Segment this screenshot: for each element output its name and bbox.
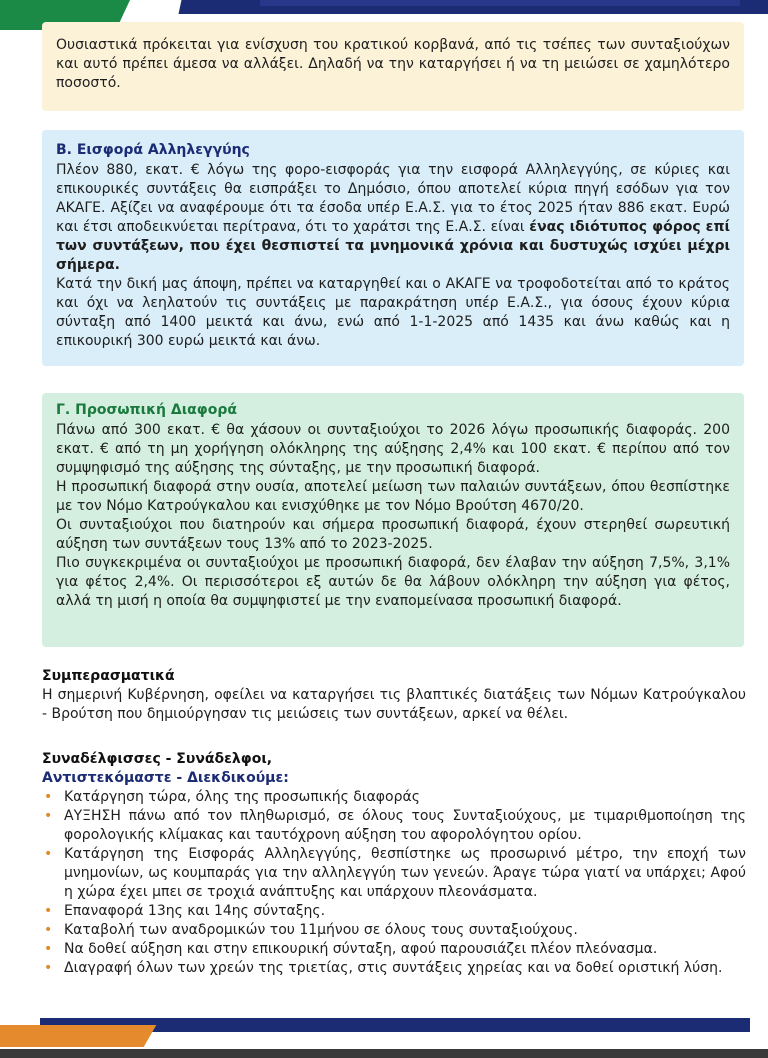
bullet-icon: • [44,789,53,805]
solidarity-p1-bold: ένας ιδιότυπος φόρος επί των συντάξεων, που έχει θεσπιστεί τα μνημονικά χρόνια και δυστυχώς ισχύει μέχρι σήμερα. [56,219,730,273]
list-item [42,940,746,959]
demands-list [42,788,746,978]
bullet-icon: • [44,960,53,976]
list-item-text: Κατάργηση της Εισφοράς Αλληλεγγύης, θεσπίστηκε ως προσωρινό μέτρο, την εποχή των μνημονίων, ως κουμπαράς για την αλληλεγγύη των γενεών. Άραγε τώρα γιατί να υπάρχει; Αφού η χώρα έχει μπει σε τροχιά ανάπτυξης και υπάρχουν πλεονάσματα. [64,846,746,900]
intro-box [42,22,744,111]
personal-difference-paragraph-3: Οι συνταξιούχοι που διατηρούν και σήμερα προσωπική διαφορά, έχουν στερηθεί σωρευτική αύξηση των συντάξεων τους 13% από το 2023-2025. [56,517,730,552]
solidarity-p1-text: Πλέον 880, εκατ. € λόγω της φορο-εισφοράς για την εισφορά Αλληλεγγύης, σε κύριες και επικουρικές συντάξεις θα εισπράξει το Δημόσιο, όπου αποτελεί κύρια πηγή εσόδων για τον ΑΚΑΓΕ. Αξίζει να αναφέρουμε ότι τα έσοδα υπέρ Ε.Α.Σ. για το έτος 2025 ήταν 886 εκατ. Ευρώ και έτσι αποδεικνύεται περίτρανα, ότι το χαράτσι της Ε.Α.Σ. είναι [56,162,730,235]
demands-section [42,750,746,978]
list-item [42,845,746,902]
list-item-text: Κατάργηση τώρα, όλης της προσωπικής διαφοράς [64,789,420,805]
solidarity-contribution-box [42,130,744,366]
personal-difference-heading: Γ. Προσωπική Διαφορά [56,402,237,418]
bottom-decorative-stripe [0,1015,768,1058]
list-item [42,959,746,978]
list-item-text: Να δοθεί αύξηση και στην επικουρική σύνταξη, αφού παρουσιάζει πλέον πλεόνασμα. [64,941,658,957]
intro-text: Ουσιαστικά πρόκειται για ενίσχυση του κρατικού κορβανά, από τις τσέπες των συνταξιούχων και αυτό πρέπει άμεσα να αλλάξει. Δηλαδή να την καταργήσει ή να τη μειώσει σε χαμηλότερο ποσοστό. [56,37,730,91]
list-item-text: Διαγραφή όλων των χρεών της τριετίας, στις συντάξεις χηρείας και να δοθεί οριστική λύση. [64,960,723,976]
solidarity-heading: Β. Εισφορά Αλληλεγγύης [56,142,250,158]
personal-difference-paragraph-1: Πάνω από 300 εκατ. € θα χάσουν οι συνταξιούχοι το 2026 λόγω προσωπικής διαφοράς. 200 εκατ. € από τη μη χορήγηση ολόκληρης της αύξησης 2,4% και 100 εκατ. € περίπου από τον συμψηφισμό της αύξησης της σύνταξης, με την προσωπική διαφορά. [56,422,730,476]
conclusion-title: Συμπερασματικά [42,668,175,684]
list-item [42,807,746,845]
scan-edge [0,1049,768,1058]
orange-stripe [0,1025,156,1047]
personal-difference-paragraph-2: Η προσωπική διαφορά στην ουσία, αποτελεί μείωση των παλαιών συντάξεων, όπου θεσπίστηκε με τον Νόμο Κατρούγκαλου και ενισχύθηκε με τον Νόμο Βρούτση 4670/20. [56,479,730,514]
list-item-text: ΑΥΞΗΣΗ πάνω από τον πληθωρισμό, σε όλους τους Συνταξιούχους, με τιμαριθμοποίηση της φορολογικής κλίμακας και ταυτόχρονη αύξηση του αφορολόγητου ορίου. [64,808,746,843]
conclusion-text: Η σημερινή Κυβέρνηση, οφείλει να καταργήσει τις βλαπτικές διατάξεις των Νόμων Κατρούγκαλου - Βρούτση που δημιούργησαν τις μειώσεις των συντάξεων, αρκεί να θέλει. [42,687,746,722]
list-item [42,902,746,921]
solidarity-paragraph-1 [56,161,730,275]
bullet-icon: • [44,808,53,824]
bullet-icon: • [44,903,53,919]
list-item [42,921,746,940]
personal-difference-box [42,393,744,647]
conclusion-section [42,667,746,724]
bullet-icon: • [44,941,53,957]
demands-title: Συναδέλφισσες - Συνάδελφοι, [42,751,273,767]
list-item [42,788,746,807]
list-item-text: Επαναφορά 13ης και 14ης σύνταξης. [64,903,326,919]
bullet-icon: • [44,846,53,862]
navy-stripe-inner [260,0,740,6]
bullet-icon: • [44,922,53,938]
demands-subtitle: Αντιστεκόμαστε - Διεκδικούμε: [42,770,289,786]
list-item-text: Καταβολή των αναδρομικών του 11μήνου σε όλους τους συνταξιούχους. [64,922,578,938]
personal-difference-paragraph-4: Πιο συγκεκριμένα οι συνταξιούχοι με προσωπική διαφορά, δεν έλαβαν την αύξηση 7,5%, 3,1% για φέτος 2,4%. Οι περισσότεροι εξ αυτών δε θα λάβουν ολόκληρη την αύξηση για φέτος, αλλά τη μισή η οποία θα συμψηφιστεί με την εναπομείνασα προσωπική διαφορά. [56,555,730,609]
solidarity-paragraph-2: Κατά την δική μας άποψη, πρέπει να καταργηθεί και ο ΑΚΑΓΕ να τροφοδοτείται από το κράτος και όχι να λεηλατούν τις συντάξεις με παρακράτηση υπέρ Ε.Α.Σ., για όσους έχουν κύρια σύνταξη από 1400 μεικτά και άνω, ενώ από 1-1-2025 από 1435 και άνω καθώς και η επικουρική 300 ευρώ μεικτά και άνω. [56,276,730,349]
